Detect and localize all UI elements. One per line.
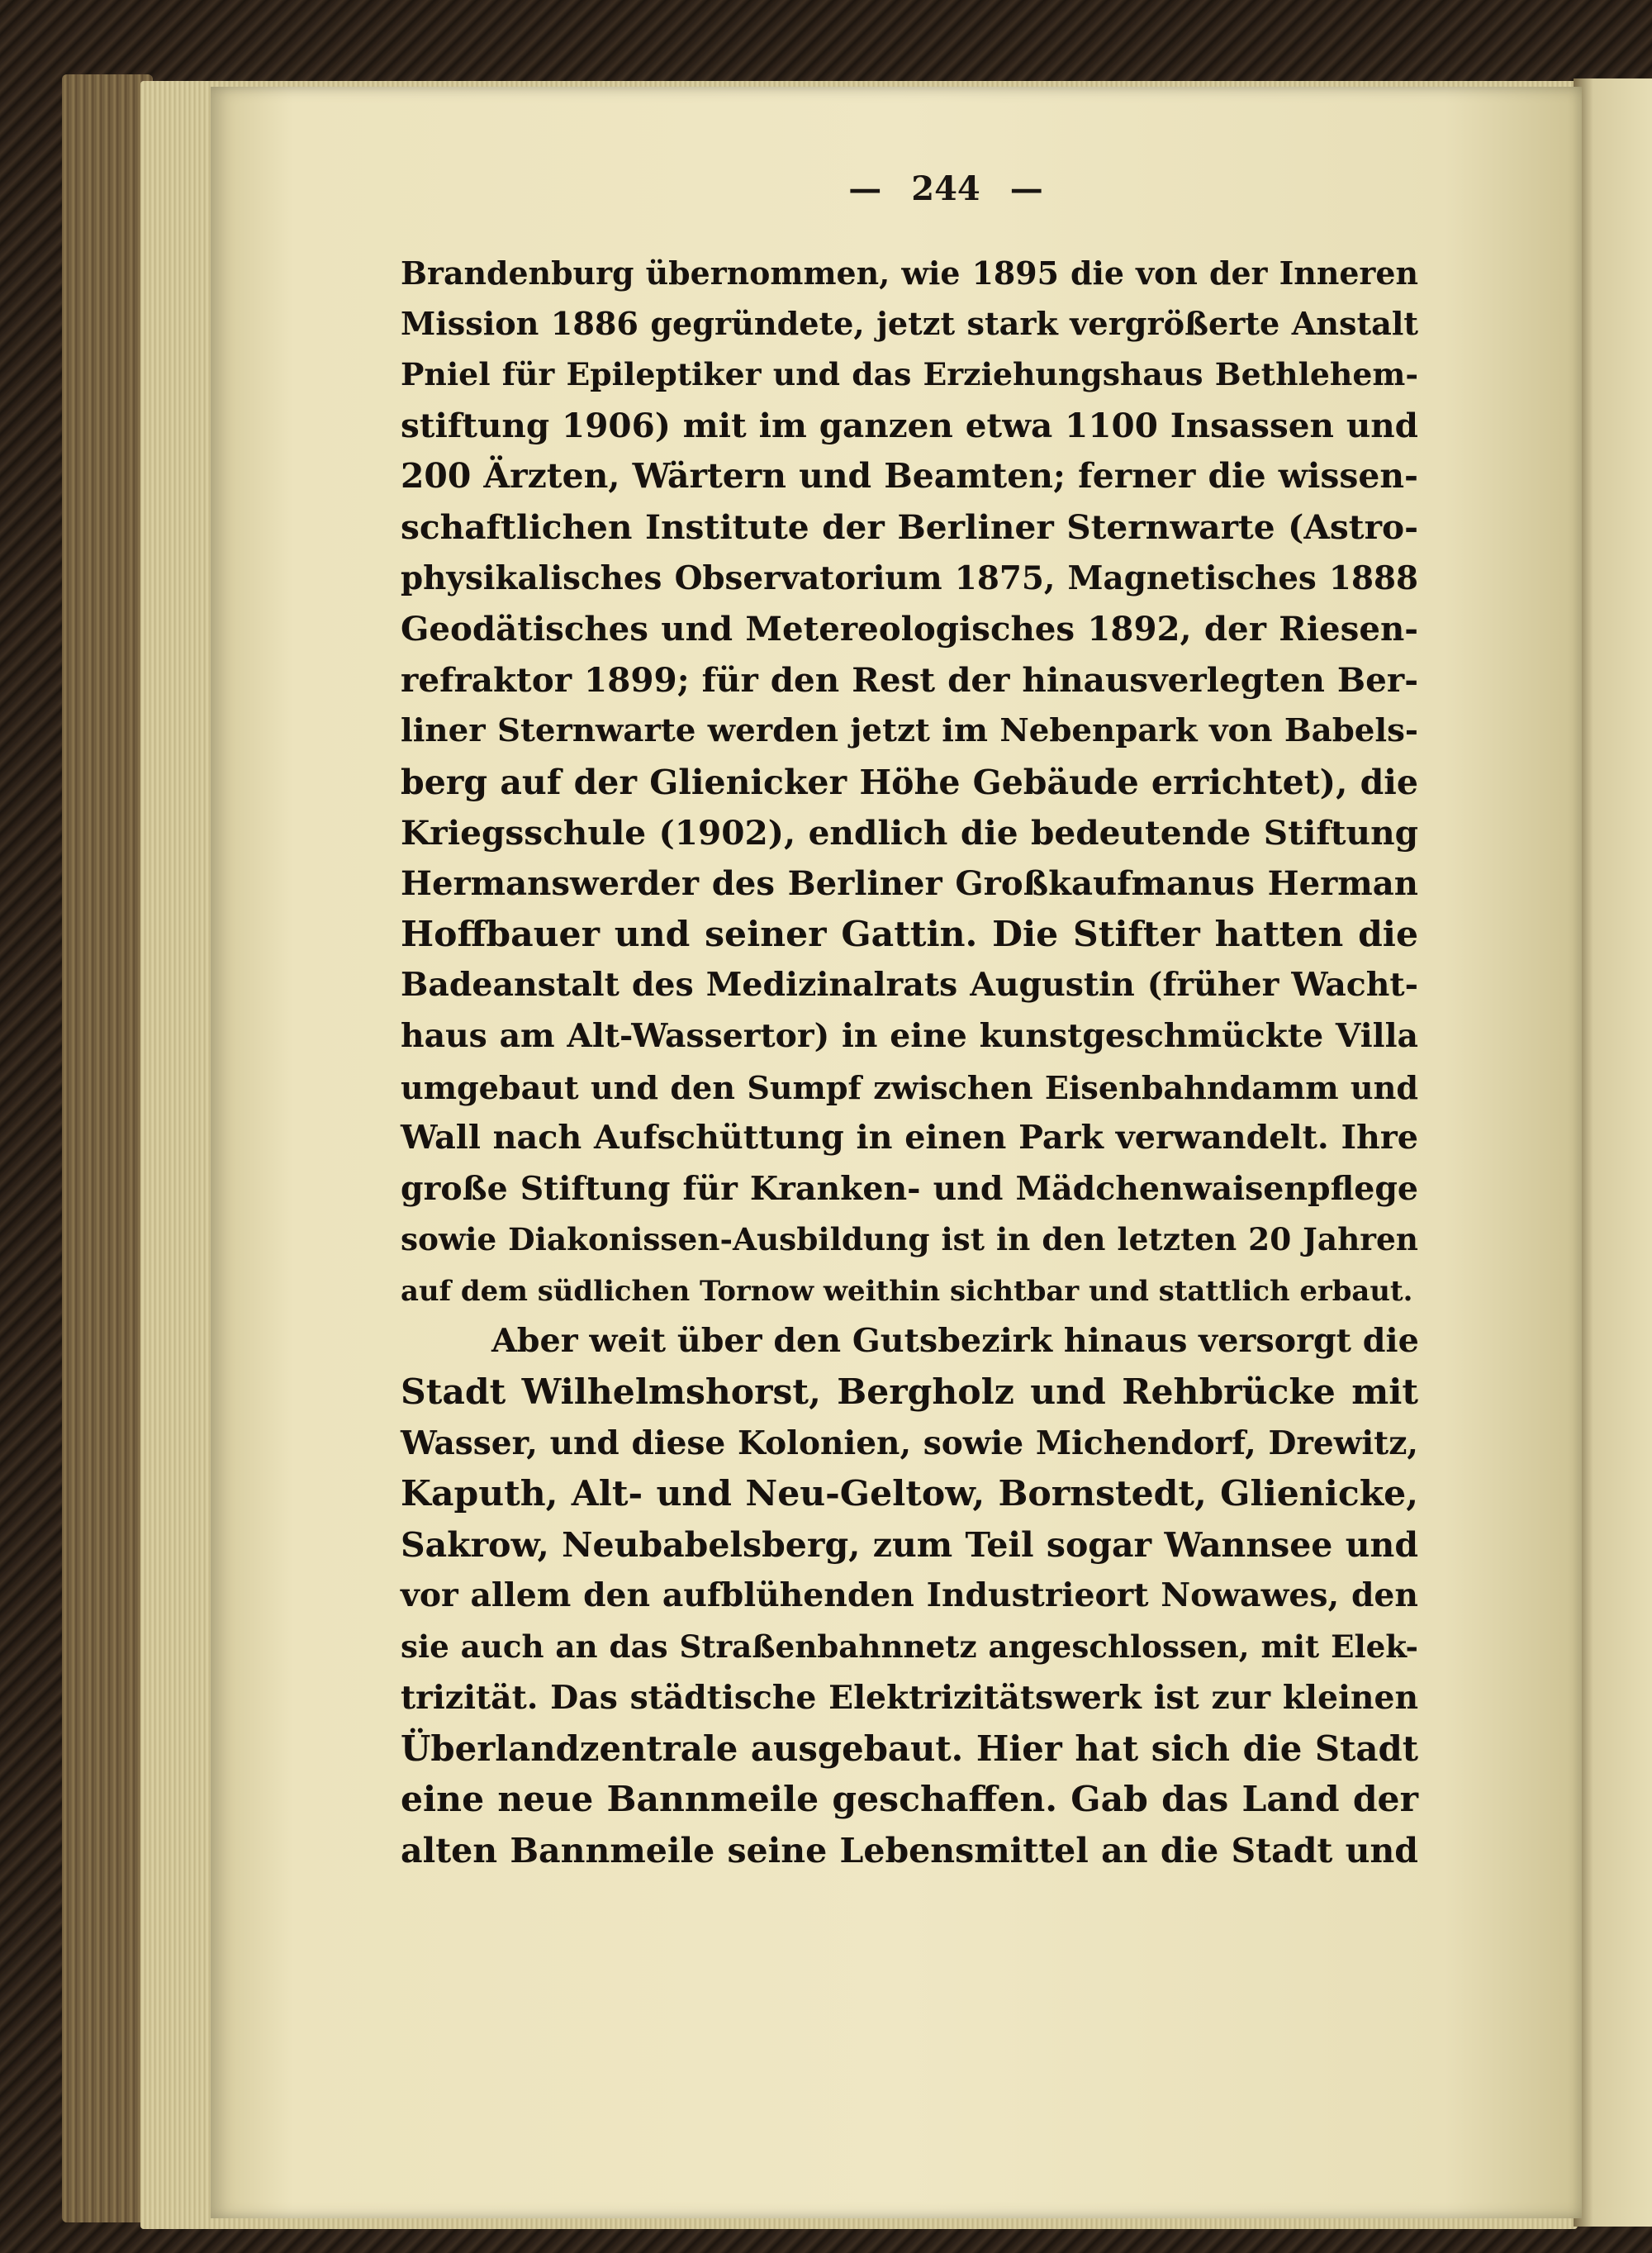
text-line: schaftlichen Institute der Berliner Sternwarte (Astro- [401,506,1418,547]
text-line: sowie Diakonissen-Ausbildung ist in den letzten 20 Jahren [401,1221,1418,1258]
text-line: alten Bannmeile seine Lebensmittel an die Stadt und [401,1830,1418,1871]
text-line: auf dem südlichen Tornow weithin sichtbar und stattlich erbaut. [401,1273,1413,1307]
text-line: große Stiftung für Kranken- und Mädchenwaisenpflege [401,1169,1418,1208]
text-line: trizität. Das städtische Elektrizitätswerk ist zur kleinen [401,1678,1418,1717]
text-line: sie auch an das Straßenbahnnetz angeschlossen, mit Elek- [401,1628,1418,1666]
text-line: eine neue Bannmeile geschaffen. Gab das Land der [401,1778,1418,1820]
text-line: Wasser, und diese Kolonien, sowie Michendorf, Drewitz, [401,1424,1418,1462]
text-line: Hermanswerder des Berliner Großkaufmanus Herman [401,864,1418,904]
text-line: umgebaut und den Sumpf zwischen Eisenbahndamm und [401,1068,1418,1106]
text-line: Überlandzentrale ausgebaut. Hier hat sich die Stadt [401,1728,1418,1770]
page-edges-left [62,74,153,2222]
text-line: Geodätisches und Metereologisches 1892, der Riesen- [401,609,1418,649]
text-line: Brandenburg übernommen, wie 1895 die von der Inneren [401,254,1418,292]
dash-left: — [848,169,882,208]
text-line: stiftung 1906) mit im ganzen etwa 1100 Insassen und [401,405,1418,445]
text-line: haus am Alt-Wassertor) in eine kunstgeschmückte Villa [401,1016,1418,1055]
text-line: Badeanstalt des Medizinalrats Augustin (früher Wacht- [401,966,1418,1005]
text-line: Hoffbauer und seiner Gattin. Die Stifter hatten die [401,913,1418,955]
text-line: Kaputh, Alt- und Neu-Geltow, Bornstedt, Glienicke, [401,1473,1418,1515]
text-line: Stadt Wilhelmshorst, Bergholz und Rehbrücke mit [401,1371,1418,1414]
text-line: Mission 1886 gegründete, jetzt stark vergrößerte Anstalt [401,305,1418,343]
text-line: refraktor 1899; für den Rest der hinausverlegten Ber- [401,659,1418,700]
text-line: Pniel für Epileptiker und das Erziehungshaus Bethlehem- [401,356,1418,393]
text-line: berg auf der Glienicker Höhe Gebäude errichtet), die [401,761,1418,802]
page-number-value: 244 [911,169,980,208]
text-line: Wall nach Aufschüttung in einen Park verwandelt. Ihre [401,1119,1418,1157]
text-line: Kriegsschule (1902), endlich die bedeutende Stiftung [401,812,1418,853]
text-line: vor allem den aufblühenden Industrieort Nowawes, den [401,1576,1418,1615]
text-line: liner Sternwarte werden jetzt im Nebenpark von Babels- [401,712,1418,750]
text-line: physikalisches Observatorium 1875, Magnetisches 1888 [401,559,1418,597]
body-text [401,248,1418,1876]
dash-right: — [1009,169,1043,208]
page-number [120,169,1652,208]
text-line: Sakrow, Neubabelsberg, zum Teil sogar Wannsee und [401,1524,1418,1565]
text-line: 200 Ärzten, Wärtern und Beamten; ferner die wissen- [401,456,1418,497]
text-line: Aber weit über den Gutsbezirk hinaus versorgt die [491,1322,1419,1361]
facing-page-edge [1574,78,1652,2227]
